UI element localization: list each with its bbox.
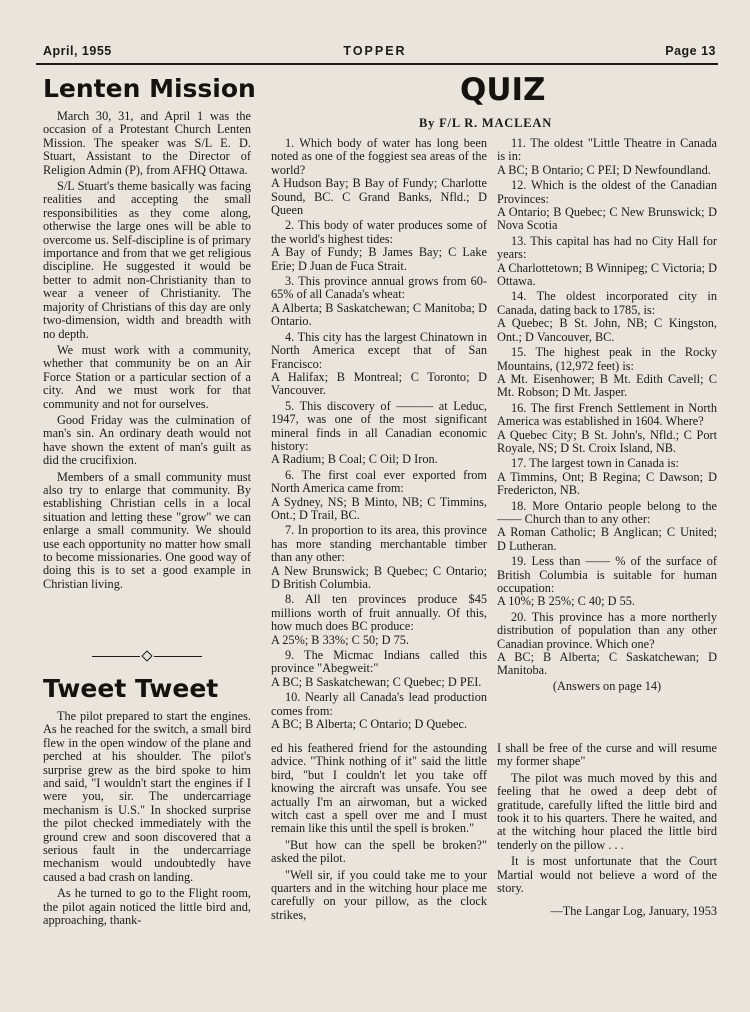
quiz-question: 5. This discovery of ——— at Leduc, 1947, was one of the most significant mineral finds in all Canadian economic history: A Radium; B Coal; C Oil; D Iron. bbox=[271, 398, 487, 467]
tweet-paragraph: I shall be free of the curse and will resume my former shape" bbox=[497, 741, 717, 769]
quiz-question: 13. This capital has had no City Hall for years: A Charlottetown; B Winnipeg; C Victoria; D Ottawa. bbox=[497, 233, 717, 289]
quiz-question: 10. Nearly all Canada's lead production comes from: A BC; B Alberta; C Ontario; D Quebec. bbox=[271, 690, 487, 732]
lenten-paragraph: S/L Stuart's theme basically was facing realities and accepting the small responsibilities as they come along, otherwise the large ones will be able to overcome us. Self-discipline is of primary importance and from that we get religious discipline. He suggested it would be better to admit non-Christianity than to wear a veneer of Christianity. The majority of Christians of this day are only two-dimension, width and breadth with no depth. bbox=[43, 179, 251, 341]
tweet-paragraph: ed his feathered friend for the astounding advice. "Think nothing of it" said the little bird, "but I couldn't let you take off knowing the aircraft was unsafe. You see actually I'm an airwoman, but a wicked witch cast a spell over me and I must remain like this until the spell is broken." bbox=[271, 741, 487, 836]
quiz-question: 17. The largest town in Canada is: A Timmins, Ont; B Regina; C Dawson; D Fredericton, NB. bbox=[497, 456, 717, 498]
lenten-title: Lenten Mission bbox=[43, 74, 256, 103]
quiz-title: QUIZ bbox=[460, 72, 546, 108]
quiz-column-left bbox=[271, 137, 487, 733]
magazine-name: TOPPER bbox=[343, 44, 407, 58]
quiz-question: 4. This city has the largest Chinatown in North America except that of San Francisco: A Halifax; B Montreal; C Toronto; D Vancouver. bbox=[271, 329, 487, 398]
answers-note: (Answers on page 14) bbox=[552, 678, 662, 693]
tweet-paragraph: The pilot prepared to start the engines. As he reached for the switch, a small bird flew in the open window of the plane and perched at his shoulder. The pilot's surprise grew as the bird spoke to him and said, "I wouldn't start the engines if I were you, sir. The undercarriage mechanism is U.S." In shocked surprise the pilot checked immediately with the ground crew and soon discovered that a serious fault in the undercarriage mechanism would undoubtedly have caused a bad crash on landing. bbox=[43, 709, 251, 884]
quiz-question: 1. Which body of water has long been noted as one of the foggiest sea areas of the world? A Hudson Bay; B Bay of Fundy; Charlotte Sound, BC. C Grand Banks, Nfld.; D Queen bbox=[271, 136, 487, 218]
lenten-paragraph: We must work with a community, whether that community be on an Air Force Station or a particular section of a city. And we must work for that community and not for ourselves. bbox=[43, 342, 251, 411]
quiz-question: 15. The highest peak in the Rocky Mountains, (12,972 feet) is: A Mt. Eisenhower; B Mt. Edith Cavell; C Mt. Robson; D Mt. Jasper. bbox=[497, 345, 717, 400]
quiz-question: 6. The first coal ever exported from North America came from: A Sydney, NS; B Minto, NB; C Timmins, Ont.; D Trail, BC. bbox=[271, 467, 487, 522]
tweet-title: Tweet Tweet bbox=[43, 674, 219, 703]
section-divider bbox=[92, 652, 202, 662]
quiz-question: 9. The Micmac Indians called this province "Abegweit:" A BC; B Saskatchewan; C Quebec; D PEI. bbox=[271, 648, 487, 689]
quiz-question: 18. More Ontario people belong to the —— Church than to any other: A Roman Catholic; B Anglican; C United; D Lutheran. bbox=[497, 498, 717, 553]
quiz-question: 3. This province annual grows from 60-65% of all Canada's wheat: A Alberta; B Saskatchewan; C Manitoba; D Ontario. bbox=[271, 274, 487, 329]
tweet-column-1 bbox=[43, 710, 251, 931]
tweet-paragraph: It is most unfortunate that the Court Martial would not believe a word of the story. bbox=[497, 854, 717, 896]
lenten-paragraph: Members of a small community must also try to enlarge that community. By establishing Christian cells in a local situation and letting these "grow" we can enlarge a small community. We should use each opportunity no matter how small to become missionaries. One good way of doing this is to set a good example in Christian living. bbox=[43, 469, 251, 591]
quiz-column-right bbox=[497, 137, 717, 693]
quiz-question: 2. This body of water produces some of the world's highest tides: A Bay of Fundy; B James Bay; C Lake Erie; D Juan de Fuca Strait. bbox=[271, 218, 487, 273]
quiz-question: 11. The oldest "Little Theatre in Canada is in: A BC; B Ontario; C PEI; D Newfoundland. bbox=[497, 136, 717, 177]
quiz-byline: By F/L R. MACLEAN bbox=[419, 116, 553, 130]
quiz-question: 14. The oldest incorporated city in Canada, dating back to 1785, is: A Quebec; B St. John, NB; C Kingston, Ont.; D Vancouver, BC. bbox=[497, 289, 717, 344]
quiz-question: 12. Which is the oldest of the Canadian Provinces: A Ontario; B Quebec; C New Brunswick; D Nova Scotia bbox=[497, 178, 717, 233]
story-source: —The Langar Log, January, 1953 bbox=[550, 904, 717, 919]
quiz-question: 16. The first French Settlement in North America was established in 1604. Where? A Quebec City; B St. John's, Nfld.; C Port Royale, NS; D St. Croix Island, NB. bbox=[497, 400, 717, 455]
quiz-question: 7. In proportion to its area, this province has more standing merchantable timber than any other: A New Brunswick; B Quebec; C Ontario; D British Columbia. bbox=[271, 523, 487, 591]
quiz-question: 8. All ten provinces produce $45 millions worth of fruit annually. Of this, how much does BC produce: A 25%; B 33%; C 50; D 75. bbox=[271, 592, 487, 647]
page-number: Page 13 bbox=[665, 44, 716, 58]
page-header bbox=[0, 40, 750, 64]
tweet-column-3 bbox=[497, 742, 717, 919]
tweet-paragraph: As he turned to go to the Flight room, the pilot again noticed the little bird and, approaching, thank- bbox=[43, 886, 251, 928]
lenten-paragraph: Good Friday was the culmination of man's sin. An ordinary death would not have shown the extent of man's guilt as did the crucifixion. bbox=[43, 412, 251, 468]
tweet-paragraph: "Well sir, if you could take me to your quarters and in the witching hour place me carefully on your pillow, as the clock strikes, bbox=[271, 867, 487, 922]
tweet-paragraph: The pilot was much moved by this and feeling that he owed a deep debt of gratitude, carefully lifted the little bird and took it to his quarters. There he waited, and at the witching hour placed the little bird tenderly on the pillow . . . bbox=[497, 770, 717, 852]
quiz-question: 19. Less than —— % of the surface of British Columbia is suitable for human occupation: A 10%; B 25%; C 40; D 55. bbox=[497, 554, 717, 609]
tweet-paragraph: "But how can the spell be broken?" asked the pilot. bbox=[271, 837, 487, 866]
header-rule bbox=[36, 63, 718, 65]
lenten-article bbox=[43, 110, 251, 594]
lenten-paragraph: March 30, 31, and April 1 was the occasion of a Protestant Church Lenten Mission. The speaker was S/L E. D. Stuart, Assistant to the Director of Religion Admin (P), from AFHQ Ottawa. bbox=[43, 109, 251, 177]
tweet-column-2 bbox=[271, 742, 487, 925]
quiz-question: 20. This province has a more northerly distribution of population than any other Canadian province. Which one? A BC; B Alberta; C Saskatchewan; D Manitoba. bbox=[497, 609, 717, 678]
issue-date: April, 1955 bbox=[43, 44, 112, 58]
